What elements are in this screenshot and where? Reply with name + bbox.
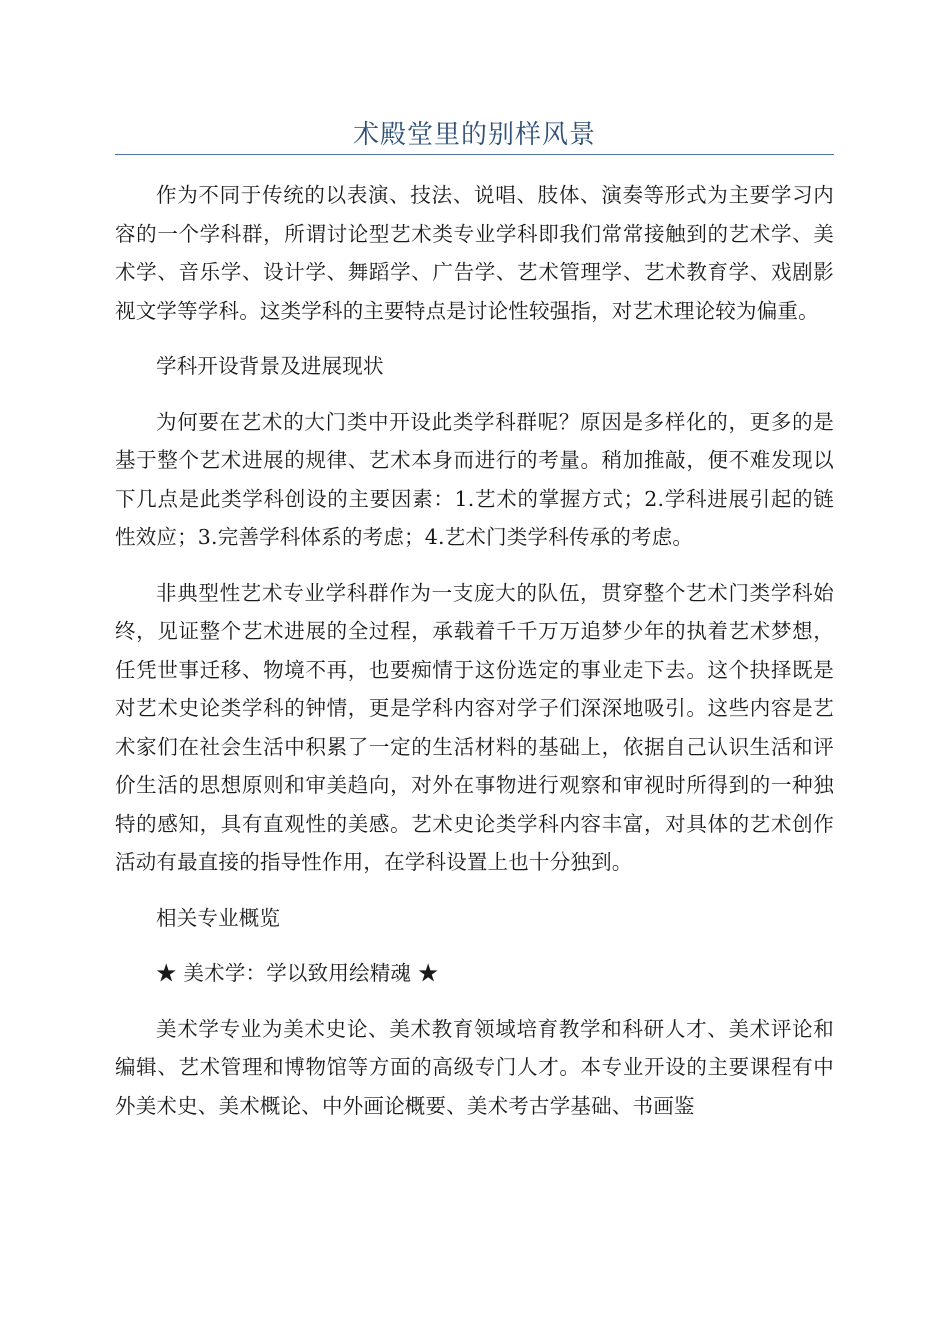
atypical-disciplines-paragraph: 非典型性艺术专业学科群作为一支庞大的队伍，贯穿整个艺术门类学科始终，见证整个艺术进展的全过程，承载着千千万万追梦少年的执着艺术梦想，任凭世事迁移、物境不再，也要痴情于这份选定的事业走下去。这个抉择既是对艺术史论类学科的钟情，更是学科内容对学子们深深地吸引。这些内容是艺术家们在社会生活中积累了一定的生活材料的基础上，依据自己认识生活和评价生活的思想原则和审美趋向，对外在事物进行观察和审视时所得到的一种独特的感知，具有直观性的美感。艺术史论类学科内容丰富，对具体的艺术创作活动有最直接的指导性作用，在学科设置上也十分独到。 bbox=[115, 580, 834, 874]
document-page bbox=[115, 0, 834, 1125]
background-paragraph: 为何要在艺术的大门类中开设此类学科群呢？原因是多样化的，更多的是基于整个艺术进展的规律、艺术本身而进行的考量。稍加推敲，便不难发现以下几点是此类学科创设的主要因素：1.艺术的掌握方式；2.学科进展引起的链性效应；3.完善学科体系的考虑；4.艺术门类学科传承的考虑。 bbox=[115, 409, 834, 549]
subheading-fine-arts: ★ 美术学：学以致用绘精魂 ★ bbox=[156, 961, 439, 985]
document-title: 术殿堂里的别样风景 bbox=[352, 120, 596, 150]
section-heading-background: 学科开设背景及进展现状 bbox=[156, 354, 384, 378]
fine-arts-paragraph: 美术学专业为美术史论、美术教育领域培育教学和科研人才、美术评论和编辑、艺术管理和博物馆等方面的高级专门人才。本专业开设的主要课程有中外美术史、美术概论、中外画论概要、美术考古学基础、书画鉴 bbox=[115, 1016, 834, 1118]
intro-paragraph: 作为不同于传统的以表演、技法、说唱、肢体、演奏等形式为主要学习内容的一个学科群，所谓讨论型艺术类专业学科即我们常常接触到的艺术学、美术学、音乐学、设计学、舞蹈学、广告学、艺术管理学、艺术教育学、戏剧影视文学等学科。这类学科的主要特点是讨论性较强指，对艺术理论较为偏重。 bbox=[115, 183, 834, 323]
title-underline bbox=[115, 154, 834, 155]
section-heading-overview: 相关专业概览 bbox=[156, 905, 281, 930]
